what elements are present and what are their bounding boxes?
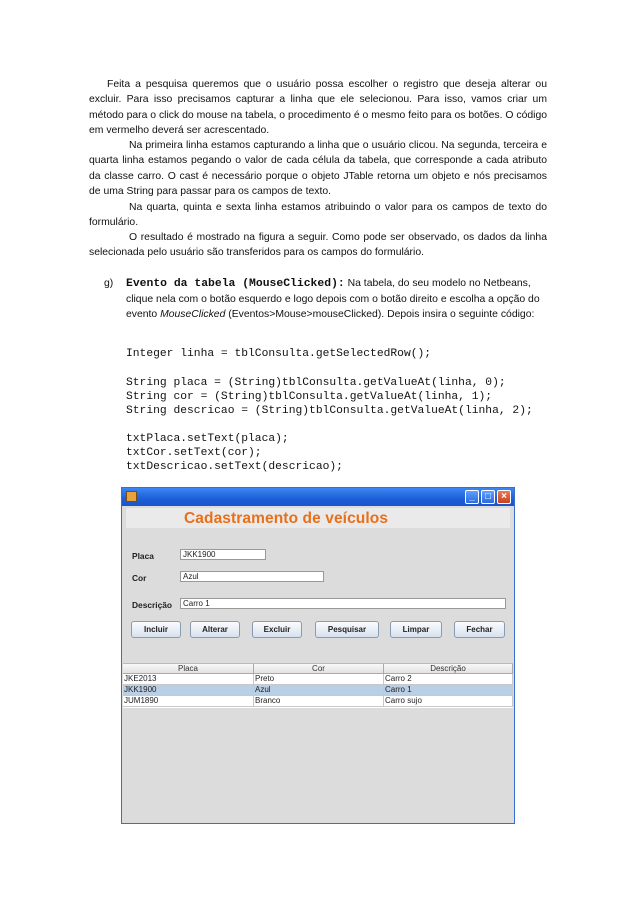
table-row-selected[interactable] xyxy=(123,685,513,696)
form-banner xyxy=(126,508,510,528)
table-cell[interactable]: Carro 2 xyxy=(384,674,513,685)
code-line-2: String placa = (String)tblConsulta.getValueAt(linha, 0); xyxy=(126,377,506,389)
placa-label: Placa xyxy=(132,551,154,561)
list-item-title: Evento da tabela (MouseClicked): xyxy=(126,278,345,290)
paragraph-3-text: Na quarta, quinta e sexta linha estamos atribuindo o valor para os campos de texto do formulário. xyxy=(89,202,547,229)
maximize-icon[interactable]: □ xyxy=(481,490,495,504)
descricao-input[interactable]: Carro 1 xyxy=(180,598,506,609)
list-item-text-a: Na tabela, do seu modelo no Netbeans, clique nela com o botão esquerdo e logo depois com o botão direito e escolha a opção do evento xyxy=(126,278,540,321)
code-line-6: txtCor.setText(cor); xyxy=(126,447,262,459)
table-row[interactable] xyxy=(123,674,513,685)
paragraph-2 xyxy=(89,138,547,199)
list-item-emphasis: MouseClicked xyxy=(160,309,226,321)
code-line-4: String descricao = (String)tblConsulta.getValueAt(linha, 2); xyxy=(126,405,533,417)
fechar-button[interactable]: Fechar xyxy=(454,621,505,638)
descricao-label: Descrição xyxy=(132,600,173,610)
paragraph-4-text: O resultado é mostrado na figura a seguir. Como pode ser observado, os dados da linha selecionada pelo usuário são transferidos para os campos do formulário. xyxy=(89,232,547,259)
code-line-3: String cor = (String)tblConsulta.getValueAt(linha, 1); xyxy=(126,391,493,403)
list-item-letter: g) xyxy=(104,278,114,289)
table-cell[interactable]: Azul xyxy=(254,685,384,696)
form-title: Cadastramento de veículos xyxy=(184,510,389,527)
app-window xyxy=(121,487,515,824)
close-icon[interactable]: × xyxy=(497,490,511,504)
alterar-button[interactable]: Alterar xyxy=(190,621,240,638)
table-header-cor[interactable]: Cor xyxy=(254,664,384,674)
table-cell[interactable]: Branco xyxy=(254,696,384,707)
excluir-button[interactable]: Excluir xyxy=(252,621,302,638)
table-header-descricao[interactable]: Descrição xyxy=(384,664,513,674)
list-item-text-b: (Eventos>Mouse>mouseClicked). Depois insira o seguinte código: xyxy=(225,309,535,321)
paragraph-1-text: Feita a pesquisa queremos que o usuário possa escolher o registro que deseja alterar ou excluir. Para isso precisamos capturar a linha que ele selecionou. Para isso, vamos criar um método para o click do mouse na tabela, o procedimento é o mesmo feito para os botões. O código em vermelho deverá ser acrescentado. xyxy=(89,79,547,136)
pesquisar-button[interactable]: Pesquisar xyxy=(315,621,379,638)
window-titlebar[interactable] xyxy=(122,488,514,506)
cor-input[interactable]: Azul xyxy=(180,571,324,582)
incluir-button[interactable]: Incluir xyxy=(131,621,181,638)
table-cell[interactable]: JUM1890 xyxy=(123,696,254,707)
table-cell[interactable]: Carro sujo xyxy=(384,696,513,707)
paragraph-4 xyxy=(89,230,547,261)
paragraph-1 xyxy=(89,77,547,138)
code-line-1: Integer linha = tblConsulta.getSelectedRow(); xyxy=(126,348,432,360)
table-cell[interactable]: JKK1900 xyxy=(123,685,254,696)
table-cell[interactable]: Carro 1 xyxy=(384,685,513,696)
paragraph-2-text: Na primeira linha estamos capturando a linha que o usuário clicou. Na segunda, terceira e quarta linha estamos pegando o valor de cada célula da tabela, que corresponde a cada atributo da classe carro. O cast é necessário porque o objeto JTable retorna um objeto e nós precisamos de uma String para passar para os campos de texto. xyxy=(89,140,547,197)
paragraph-3 xyxy=(89,200,547,231)
table-cell[interactable]: Preto xyxy=(254,674,384,685)
code-line-5: txtPlaca.setText(placa); xyxy=(126,433,289,445)
code-line-7: txtDescricao.setText(descricao); xyxy=(126,461,343,473)
minimize-icon[interactable]: _ xyxy=(465,490,479,504)
table-cell[interactable]: JKE2013 xyxy=(123,674,254,685)
table-row[interactable] xyxy=(123,696,513,707)
placa-input[interactable]: JKK1900 xyxy=(180,549,266,560)
results-table[interactable] xyxy=(123,663,513,708)
list-item-body xyxy=(126,276,556,323)
table-header-placa[interactable]: Placa xyxy=(123,664,254,674)
limpar-button[interactable]: Limpar xyxy=(390,621,442,638)
cor-label: Cor xyxy=(132,573,147,583)
java-app-icon xyxy=(126,491,137,502)
